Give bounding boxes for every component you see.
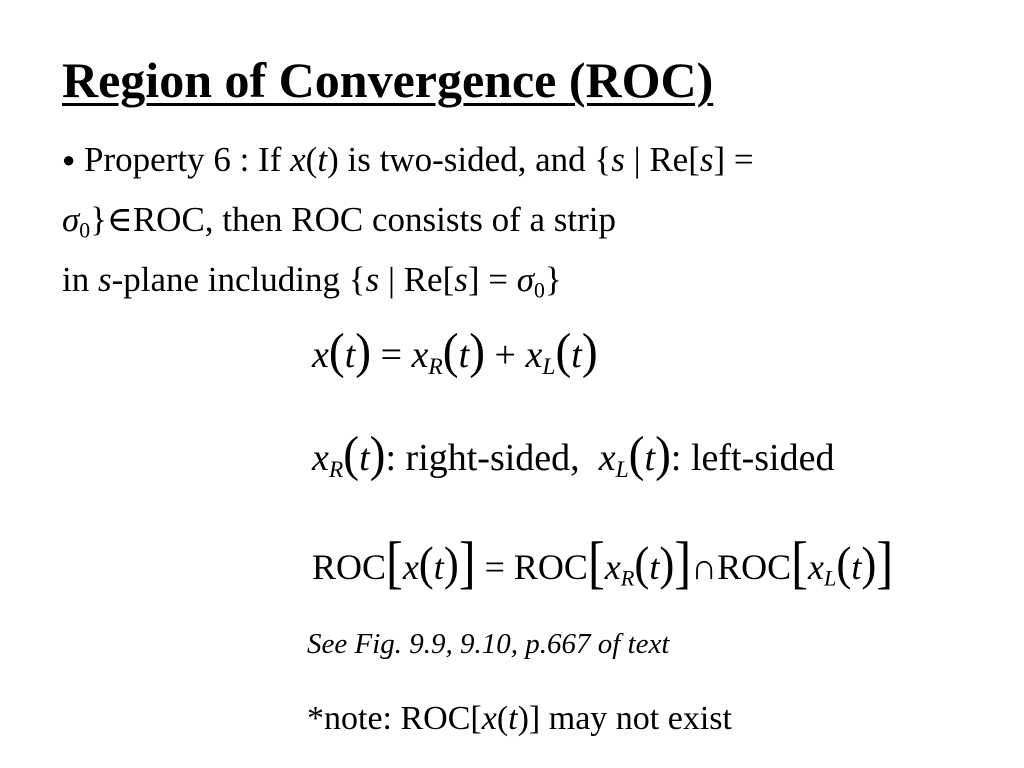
- property-text-g: -plane including {: [111, 260, 366, 299]
- roc-label: ROC: [513, 547, 588, 587]
- equation-roc-intersection: $ROC[x(t)] = ROC[x_R(t)]\cap ROC[x_L(t)]$: [312, 529, 894, 595]
- property-line-1: ● Property 6 : If x(t) is two-sided, and {s | Re[s] =: [62, 140, 754, 179]
- var-x: x: [525, 334, 543, 376]
- var-t: t: [644, 437, 656, 479]
- property-text-i: ] =: [467, 260, 517, 299]
- roc-label: ROC: [717, 547, 792, 587]
- subscript-R: R: [428, 354, 443, 381]
- roc-label: ROC: [312, 547, 387, 587]
- plus-sign: +: [494, 334, 516, 376]
- var-s: s: [365, 260, 380, 299]
- subscript-L: L: [615, 457, 629, 484]
- var-x: x: [598, 437, 616, 479]
- var-x: x: [290, 140, 306, 179]
- var-x: x: [481, 700, 497, 737]
- subscript-L: L: [542, 354, 556, 381]
- var-t: t: [851, 547, 862, 587]
- equals-sign: =: [484, 547, 505, 587]
- note-text: *note: ROC[x(t)] may not exist: [307, 700, 732, 737]
- var-t: t: [649, 547, 660, 587]
- equation-definitions: $x_R(t)$: right-sided, $x_L(t)$: left-sided: [312, 427, 835, 484]
- var-x: x: [411, 334, 429, 376]
- var-sigma: σ: [62, 200, 80, 239]
- subscript-L: L: [823, 565, 837, 591]
- left-sided-label: : left-sided: [670, 437, 835, 479]
- var-t: t: [508, 700, 518, 737]
- slide-title: Region of Convergence (ROC): [62, 52, 714, 108]
- sigma-subscript: 0: [534, 278, 545, 303]
- subscript-R: R: [620, 565, 635, 591]
- var-sigma: σ: [516, 260, 535, 299]
- var-s: s: [97, 260, 112, 299]
- property-text-b: is two-sided, and {: [338, 140, 612, 179]
- bullet: ●: [62, 147, 76, 172]
- var-s: s: [611, 140, 625, 179]
- property-text-d: ] =: [713, 140, 754, 179]
- equation-decomposition: $x(t) = x_R(t) + x_L(t)$: [312, 324, 598, 381]
- property-text-c: | Re[: [624, 140, 700, 179]
- var-t: t: [344, 334, 356, 376]
- property-line-2: [62, 198, 616, 242]
- var-t: t: [458, 334, 470, 376]
- var-x: x: [402, 547, 419, 587]
- var-s: s: [699, 140, 714, 179]
- var-x: x: [312, 334, 329, 376]
- note-part-b: ] may not exist: [528, 700, 732, 737]
- note-part-a: *note: ROC[: [307, 700, 482, 737]
- var-t: t: [317, 140, 328, 179]
- property-text-f: in: [62, 260, 98, 299]
- figure-reference: See Fig. 9.9, 9.10, p.667 of text: [307, 628, 670, 660]
- var-x: x: [604, 547, 621, 587]
- property-line-3: [62, 258, 562, 302]
- property-text-a: Property 6 : If: [84, 140, 291, 179]
- subscript-R: R: [328, 457, 344, 484]
- var-t: t: [433, 547, 444, 587]
- equals-sign: =: [380, 334, 403, 376]
- property-text-j: }: [544, 260, 562, 299]
- sigma-subscript: 0: [79, 218, 91, 243]
- property-text-e: }∈ROC, then ROC consists of a strip: [90, 200, 617, 239]
- var-x: x: [312, 437, 329, 479]
- property-text-h: | Re[: [379, 260, 455, 299]
- right-sided-label: : right-sided,: [385, 437, 580, 479]
- var-s: s: [454, 260, 468, 299]
- var-t: t: [571, 334, 582, 376]
- var-x: x: [807, 547, 824, 587]
- intersection-symbol: ∩: [691, 547, 718, 587]
- var-t: t: [359, 437, 370, 479]
